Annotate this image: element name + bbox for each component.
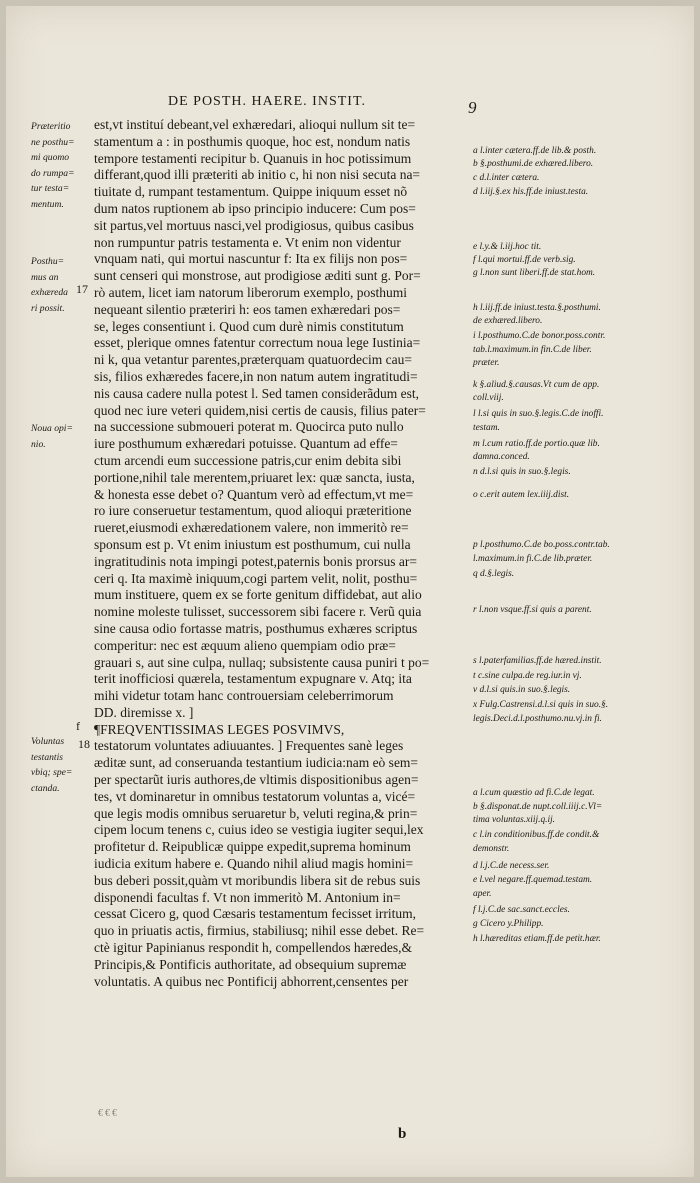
text-line: voluntatis. A quibus nec Pontificij abhorrent,censentes per: [94, 973, 409, 989]
text-line: quo in priuatis actis, firmius, stabiliusq; nihil esse debet. Re=: [94, 923, 425, 939]
text-line: sit partus,vel mortuus nasci,vel prodigiosus, quibus casibus: [94, 217, 414, 233]
text-line: bus deberi possit,quàm vt moribundis libera sit de rebus suis: [94, 872, 421, 888]
text-line: ceri q. Ita maximè iniquum,cogi partem velit, nolit, posthu=: [94, 570, 418, 586]
text-line: dum natos ruptionem ab ipso principio inducere: Cum pos=: [94, 200, 416, 216]
note: aper.: [473, 889, 492, 899]
margin-gloss-preteritio: [31, 119, 89, 212]
text-line: Principis,& Pontificis authoritate, ad obsequium supremæ: [94, 956, 407, 972]
note: k §.aliud.§.causas.Vt cum de app.: [473, 380, 600, 390]
text-line: differant,quod illi præteriti ab initio c, hi non nisi secuta na=: [94, 167, 421, 183]
text-line: sis, filios exhæredes facere,in non natum autem ingratitudi=: [94, 368, 418, 384]
note: c d.l.inter cætera.: [473, 173, 540, 183]
note: coll.viij.: [473, 393, 504, 403]
note: x Fulg.Castrensi.d.l.si quis in suo.§.: [473, 700, 609, 710]
text-line: que legis modis omnibus seruaretur b, veluti regina,& prin=: [94, 805, 418, 821]
note: n d.l.si quis in suo.§.legis.: [473, 467, 571, 477]
note: q d.§.legis.: [473, 569, 515, 579]
gloss-line: mentum.: [31, 198, 64, 210]
note: tab.l.maximum.in fin.C.de liber.: [473, 345, 592, 355]
note: p l.posthumo.C.de bo.poss.contr.tab.: [473, 540, 610, 550]
text-line: tes, vt dominaretur in omnibus testatorum voluntas a, vicé=: [94, 788, 416, 804]
note: i l.posthumo.C.de bonor.poss.contr.: [473, 331, 606, 341]
section-heading: ¶FREQVENTISSIMAS LEGES POSVIMVS,: [94, 721, 345, 737]
text-line: per spectarũt iuris authores,de vltimis dispositionibus agen=: [94, 772, 419, 788]
gloss-line: nio.: [31, 438, 46, 450]
note: tima voluntas.xiij.q.ij.: [473, 815, 556, 825]
signature-mark: b: [398, 1126, 407, 1142]
gloss-line: ne posthu=: [31, 136, 75, 148]
note: a l.cum quæstio ad fi.C.de legat.: [473, 788, 595, 798]
text-line: ingratitudinis nota impingi potest,paternis bonis prorsus ar=: [94, 553, 417, 569]
folio-number: 9: [468, 98, 477, 117]
text-line: esset, plerique omnes fatentur correctum noua lege Iustinia=: [94, 335, 421, 351]
text-line: cessat Cicero g, quod Cæsaris testamentum fecisset irritum,: [94, 906, 417, 922]
note: damna.conced.: [473, 452, 530, 462]
note: h l.hæreditas etiam.ff.de petit.hær.: [473, 934, 601, 944]
note: f l.j.C.de sac.sanct.eccles.: [473, 905, 570, 915]
gloss-line: Præteritio: [31, 121, 71, 132]
gloss-line: Posthu=: [31, 256, 65, 267]
text-line: sunt censeri qui monstrose, aut prodigiose æditi sunt g. Por=: [94, 268, 421, 284]
note: præter.: [473, 358, 500, 368]
note: legis.Deci.d.l.posthumo.nu.vj.in fi.: [473, 714, 602, 724]
text-line: stamentum a : in posthumis quoque, hoc est, nondum natis: [94, 133, 411, 149]
note: d l.iij.§.ex his.ff.de iniust.testa.: [473, 187, 589, 197]
text-line: & honesta esse debet o? Quantum verò ad effectum,vt me=: [94, 486, 414, 502]
gloss-line: testantis: [31, 751, 63, 763]
text-line: sine causa odio fortasse matris, posthumus exhæres scriptus: [94, 620, 418, 636]
note: o c.erit autem lex.iiij.dist.: [473, 490, 570, 500]
show-through-marks: €€€: [98, 1108, 119, 1119]
note: b §.posthumi.de exhæred.libero.: [473, 159, 594, 169]
text-line: æditæ sunt, ad conseruanda testantium iudicia:nam eò sem=: [94, 755, 419, 771]
text-line: portione,nihil tale merentem,priuaret lex: quæ sancta, iusta,: [94, 469, 415, 485]
text-line: mum instituere, quem ex se forte genitum diffidebat, aut alio: [94, 587, 422, 603]
gloss-line: tur testa=: [31, 183, 70, 194]
section-letter-marker: f: [76, 719, 80, 733]
text-line: rueret,eiusmodi exhæredationem valere, non immeritò re=: [94, 520, 409, 536]
text-line: rò autem, licet iam natorum liberorum exemplo, posthumi: [94, 284, 408, 300]
note: r l.non vsque.ff.si quis a parent.: [473, 605, 592, 615]
note: l.maximum.in fi.C.de lib.præter.: [473, 554, 593, 564]
text-line: vnquam nati, qui mortui nascuntur f: Ita ex filijs non pos=: [94, 251, 408, 267]
running-head: DE POSTH. HAERE. INSTIT.: [168, 94, 366, 109]
gloss-line: do rumpa=: [31, 167, 75, 179]
text-line: ctum arcendi eum successione patris,cur enim debita sibi: [94, 452, 402, 468]
text-line: non rumpuntur patris testamenta e. Vt enim non videntur: [94, 234, 401, 250]
note: demonstr.: [473, 844, 510, 854]
note: f l.qui mortui.ff.de verb.sig.: [473, 255, 576, 265]
text-line: iudicia exitum habere e. Quando nihil aliud magis homini=: [94, 856, 414, 872]
text-line: nis causa cadere nulla potest l. Sed tamen considerãdum est,: [94, 385, 420, 401]
text-line: tempore testamenti recipitur b. Quanuis in hoc potissimum: [94, 150, 412, 166]
note: de exhæred.libero.: [473, 316, 543, 326]
book-page: [6, 6, 694, 1177]
text-line: nequeant silentio præteriri h: eos tamen exhæredari pos=: [94, 301, 401, 317]
text-line: disponendi facultas f. Vt non immeritò M. Antonium in=: [94, 889, 401, 905]
text-line: ro iure conseruetur testamentum, quod alioqui præteritione: [94, 503, 412, 519]
text-line: est,vt instituí debeant,vel exhæredari, alioqui nullum sit te=: [94, 117, 416, 132]
text-line: na successione submoueri poterat m. Quocirca puto nullo: [94, 419, 404, 435]
note: l l.si quis in suo.§.legis.C.de inoffi.: [473, 409, 604, 419]
text-line: grauari s, aut sine culpa, nullaq; subsistente causa puniri t po=: [94, 654, 430, 670]
note: g Cicero y.Philipp.: [473, 919, 544, 929]
note: m l.cum ratio.ff.de portio.quæ lib.: [473, 439, 600, 449]
margin-gloss-noua-opinio: [31, 421, 89, 452]
note: e l.vel negare.ff.quemad.testam.: [473, 875, 593, 885]
text-line: terit inofficiosi quærela, testamentum expugnare v. Atq; ita: [94, 671, 412, 687]
text-line: mihi videtur totam hanc controuersiam celeberrimorum: [94, 688, 394, 704]
note: d l.j.C.de necess.ser.: [473, 861, 550, 871]
text-line: nomine moleste tulisset, successorem sibi facere r. Verũ quia: [94, 604, 422, 620]
text-line: comperitur: nec est æquum alieno quempiam odio præ=: [94, 637, 396, 653]
gloss-line: exhæreda: [31, 287, 68, 298]
note: t c.sine culpa.de reg.iur.in vj.: [473, 671, 582, 681]
text-line: iure posthumum exhæredari potuisse. Quantum ad effe=: [94, 436, 398, 452]
note: h l.iij.ff.de iniust.testa.§.posthumi.: [473, 303, 601, 313]
note: b §.disponat.de nupt.coll.iiij.c.Vl=: [473, 802, 603, 812]
note: testam.: [473, 423, 500, 433]
note: e l.y.& l.iij.hoc tit.: [473, 242, 542, 252]
gloss-line: Voluntas: [31, 736, 65, 747]
text-line: profitetur d. Reipublicæ quippe expedit,suprema hominum: [94, 839, 411, 855]
note: v d.l.si quis.in suo.§.legis.: [473, 685, 571, 695]
gloss-line: vbiq; spe=: [31, 767, 73, 778]
note: g l.non sunt liberi.ff.de stat.hom.: [473, 268, 596, 278]
text-line: testatorum voluntates adiuuantes. ] Frequentes sanè leges: [94, 738, 404, 754]
gloss-line: Noua opi=: [31, 423, 73, 434]
note: a l.inter cætera.ff.de lib.& posth.: [473, 146, 597, 156]
gloss-line: ctanda.: [31, 782, 60, 794]
gloss-line: ri possit.: [31, 302, 65, 314]
text-line: cipem locum tenens c, cuius ideo se vestigia iugiter sequi,lex: [94, 822, 424, 838]
main-text-column: [94, 117, 466, 990]
gloss-line: mus an: [31, 271, 59, 283]
gloss-line: mi quomo: [31, 152, 70, 163]
text-line: tiuitate d, rumpant testamentum. Quippe iniquum esset nõ: [94, 184, 408, 200]
text-line: sponsum est p. Vt enim iniustum est posthumum, cui nulla: [94, 536, 411, 552]
text-line: ctè igitur Papinianus respondit h, compellendos hæredes,&: [94, 940, 412, 956]
note: c l.in conditionibus.ff.de condit.&: [473, 830, 600, 840]
note: s l.paterfamilias.ff.de hæred.instit.: [473, 656, 602, 666]
line-number-marker: 18: [78, 737, 90, 751]
text-line: quod nec iure veteri quidem,nisi certis de causis, filius pater=: [94, 402, 426, 418]
text-line: se, leges consentiunt i. Quod cum durè nimis constitutum: [94, 318, 404, 334]
text-line: ni k, qua vetantur parentes,præterquam quatuordecim cau=: [94, 352, 413, 368]
text-line: DD. diremisse x. ]: [94, 704, 194, 720]
line-number-marker: 17: [76, 282, 88, 296]
